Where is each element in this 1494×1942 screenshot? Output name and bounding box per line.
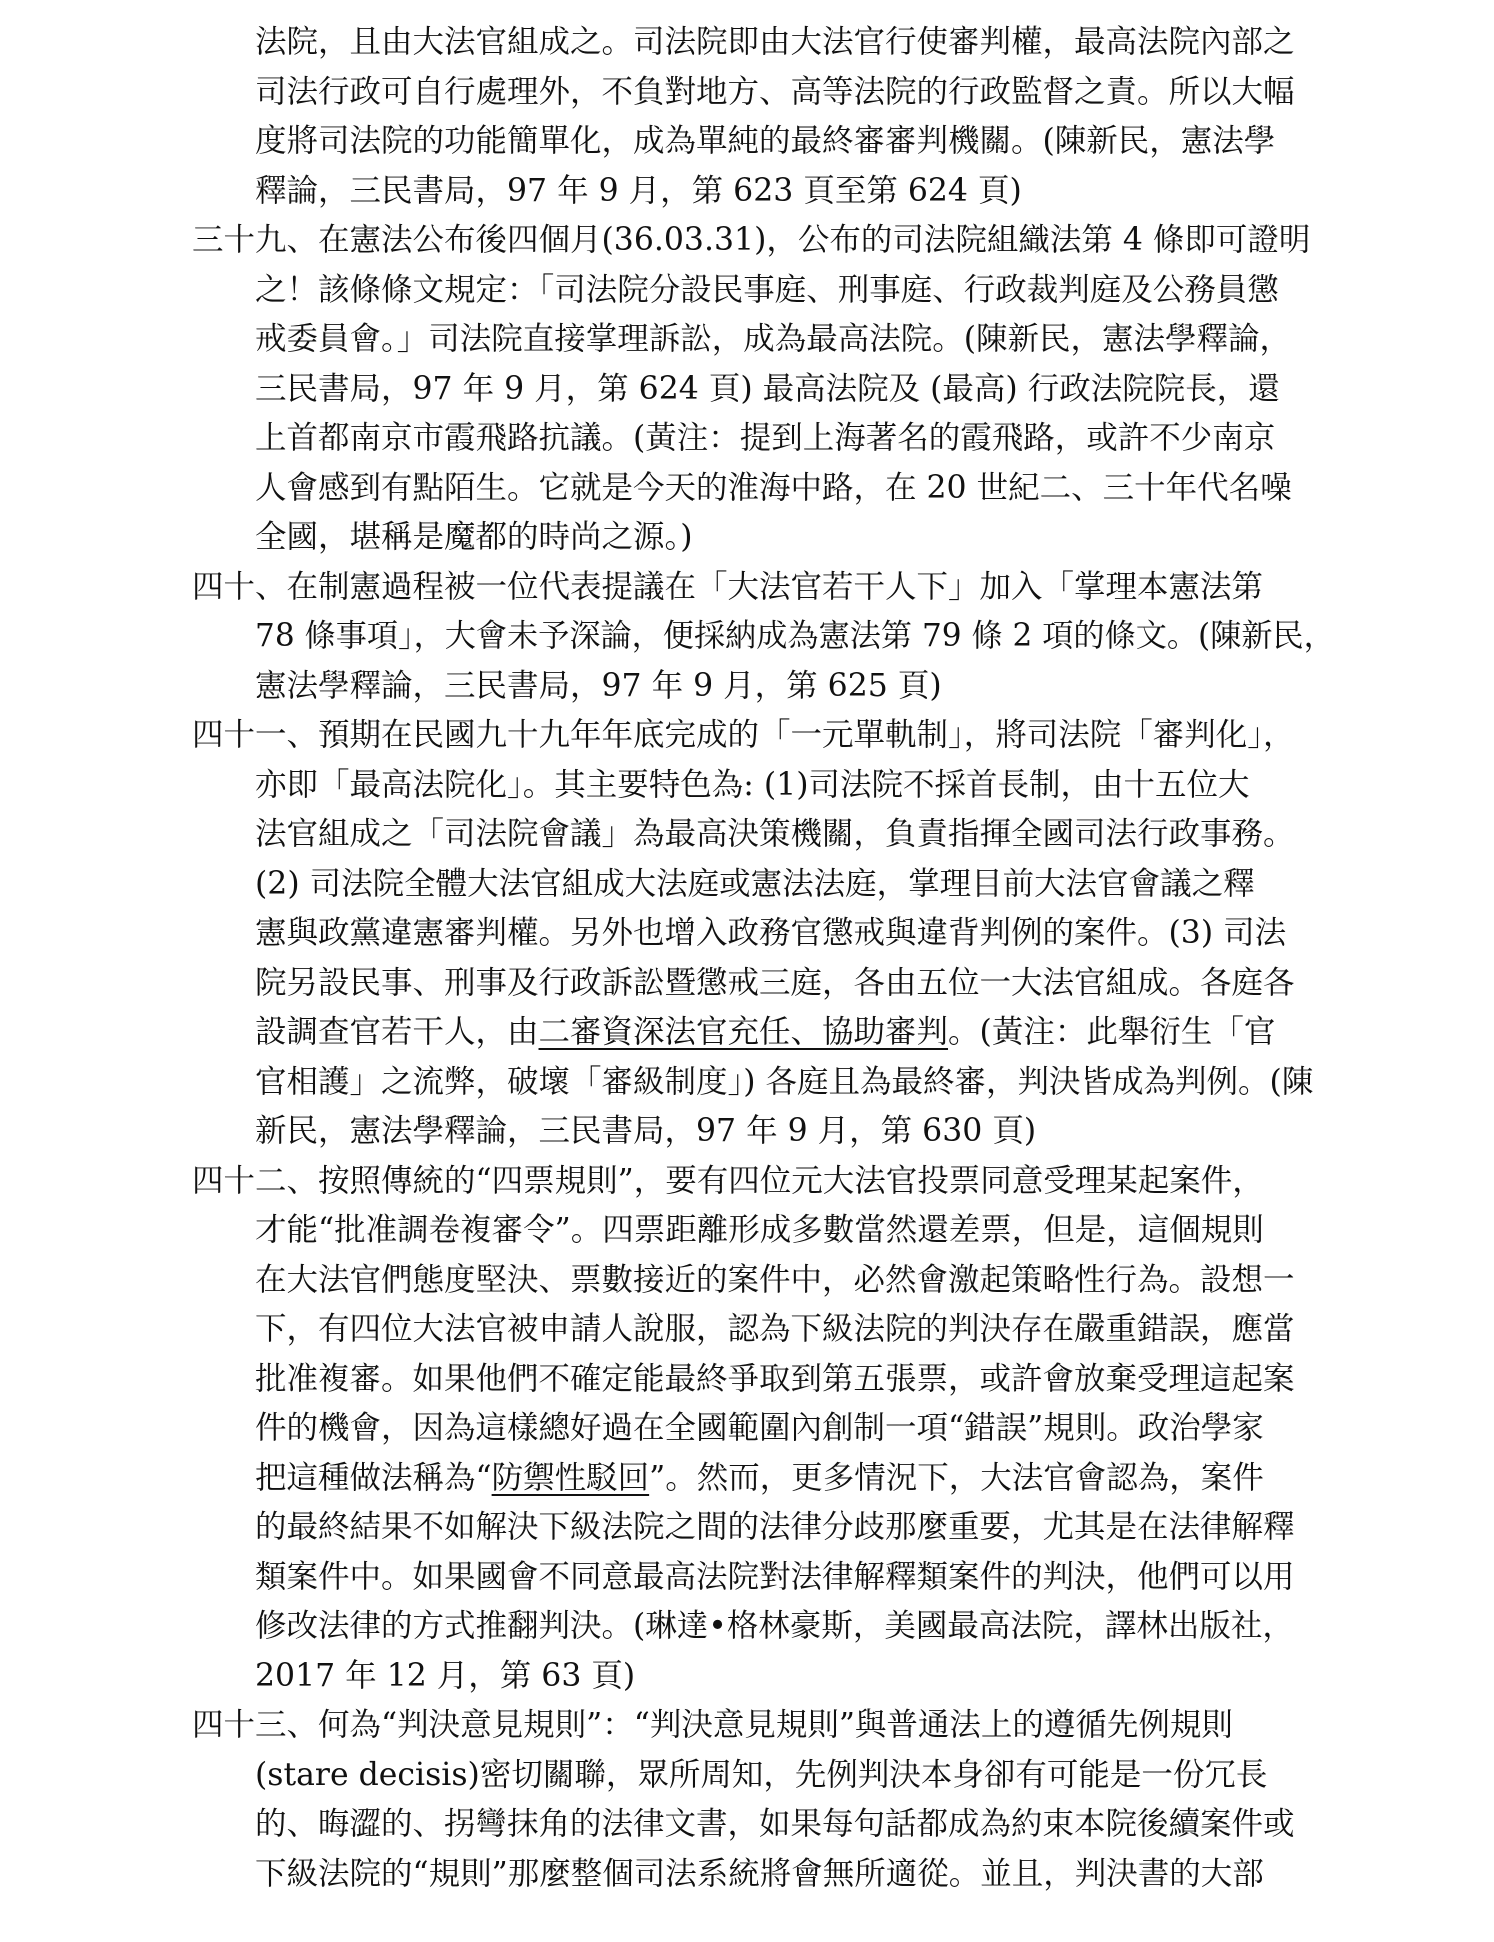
text-line: 全國，堪稱是魔都的時尚之源。): [255, 519, 693, 555]
text-line: 四十、在制憲過程被一位代表提議在「大法官若干人下」加入「掌理本憲法第: [192, 569, 1264, 605]
text-segment: 把這種做法稱為“: [255, 1460, 492, 1496]
text-line: 度將司法院的功能簡單化，成為單純的最終審審判機關。(陳新民，憲法學: [255, 123, 1276, 159]
text-line: [255, 1454, 1264, 1504]
text-line: 的、晦澀的、拐彎抹角的法律文書，如果每句話都成為約束本院後續案件或: [255, 1806, 1295, 1842]
text-line: 四十一、預期在民國九十九年年底完成的「一元單軌制」，將司法院「審判化」，: [192, 717, 1295, 753]
text-line: 批准複審。如果他們不確定能最終爭取到第五張票，或許會放棄受理這起案: [255, 1361, 1295, 1397]
text-line: 三民書局，97 年 9 月，第 624 頁) 最高法院及 (最高) 行政法院院長，還: [255, 371, 1280, 407]
text-line: 上首都南京市霞飛路抗議。(黃注：提到上海著名的霞飛路，或許不少南京: [255, 420, 1276, 456]
text-line: (stare decisis)密切關聯，眾所周知，先例判決本身卻有可能是一份冗長: [255, 1757, 1268, 1793]
text-line: (2) 司法院全體大法官組成大法庭或憲法法庭，掌理目前大法官會議之釋: [255, 866, 1255, 902]
text-line: 78 條事項」，大會未予深論，便採納成為憲法第 79 條 2 項的條文。(陳新民，: [255, 618, 1335, 654]
text-line: 憲法學釋論，三民書局，97 年 9 月，第 625 頁): [255, 668, 942, 704]
text-line: 才能“批准調卷複審令”。四票距離形成多數當然還差票，但是，這個規則: [255, 1212, 1264, 1248]
text-line: 的最終結果不如解決下級法院之間的法律分歧那麼重要，尤其是在法律解釋: [255, 1509, 1295, 1545]
text-line: 憲與政黨違憲審判權。另外也增入政務官懲戒與違背判例的案件。(3) 司法: [255, 915, 1287, 951]
text-segment: 設調查官若干人，由: [255, 1014, 539, 1050]
text-line: 三十九、在憲法公布後四個月(36.03.31)，公布的司法院組織法第 4 條即可證明: [192, 222, 1311, 258]
text-line: 院另設民事、刑事及行政訴訟暨懲戒三庭，各由五位一大法官組成。各庭各: [255, 965, 1295, 1001]
text-line: 官相護」之流弊，破壞「審級制度」) 各庭且為最終審，判決皆成為判例。(陳: [255, 1064, 1314, 1100]
text-line: 件的機會，因為這樣總好過在全國範圍內創制一項“錯誤”規則。政治學家: [255, 1410, 1264, 1446]
text-line: 修改法律的方式推翻判決。(琳達•格林豪斯，美國最高法院，譯林出版社，: [255, 1608, 1294, 1644]
text-line: 人會感到有點陌生。它就是今天的淮海中路，在 20 世紀二、三十年代名噪: [255, 470, 1292, 506]
text-line: 釋論，三民書局，97 年 9 月，第 623 頁至第 624 頁): [255, 173, 1022, 209]
text-line: 下級法院的“規則”那麼整個司法系統將會無所適從。並且，判決書的大部: [255, 1856, 1264, 1892]
underlined-phrase: 防禦性駁回: [491, 1460, 650, 1496]
text-line: 法官組成之「司法院會議」為最高決策機關，負責指揮全國司法行政事務。: [255, 816, 1295, 852]
underlined-phrase: 二審資深法官充任、協助審判: [538, 1014, 949, 1050]
text-line: 四十三、何為“判決意見規則”：“判決意見規則”與普通法上的遵循先例規則: [192, 1707, 1233, 1743]
text-line: 亦即「最高法院化」。其主要特色為: (1)司法院不採首長制，由十五位大: [255, 767, 1250, 803]
text-line: 下，有四位大法官被申請人說服，認為下級法院的判決存在嚴重錯誤，應當: [255, 1311, 1295, 1347]
text-line: 2017 年 12 月，第 63 頁): [255, 1658, 636, 1694]
text-line: 戒委員會。」司法院直接掌理訴訟，成為最高法院。(陳新民，憲法學釋論，: [255, 321, 1292, 357]
text-line: 之！該條條文規定：「司法院分設民事庭、刑事庭、行政裁判庭及公務員懲: [255, 272, 1279, 308]
text-line: 新民，憲法學釋論，三民書局，97 年 9 月，第 630 頁): [255, 1113, 1037, 1149]
text-line: 在大法官們態度堅決、票數接近的案件中，必然會激起策略性行為。設想一: [255, 1262, 1295, 1298]
text-segment: ”。然而，更多情況下，大法官會認為，案件: [649, 1460, 1264, 1496]
text-line: 類案件中。如果國會不同意最高法院對法律解釋類案件的判決，他們可以用: [255, 1559, 1295, 1595]
text-line: [255, 1008, 1275, 1058]
text-segment: 。(黃注：此舉衍生「官: [948, 1014, 1276, 1050]
text-line: 司法行政可自行處理外，不負對地方、高等法院的行政監督之責。所以大幅: [255, 74, 1295, 110]
text-line: 四十二、按照傳統的“四票規則”，要有四位元大法官投票同意受理某起案件，: [192, 1163, 1264, 1199]
text-line: 法院，且由大法官組成之。司法院即由大法官行使審判權，最高法院內部之: [255, 24, 1295, 60]
